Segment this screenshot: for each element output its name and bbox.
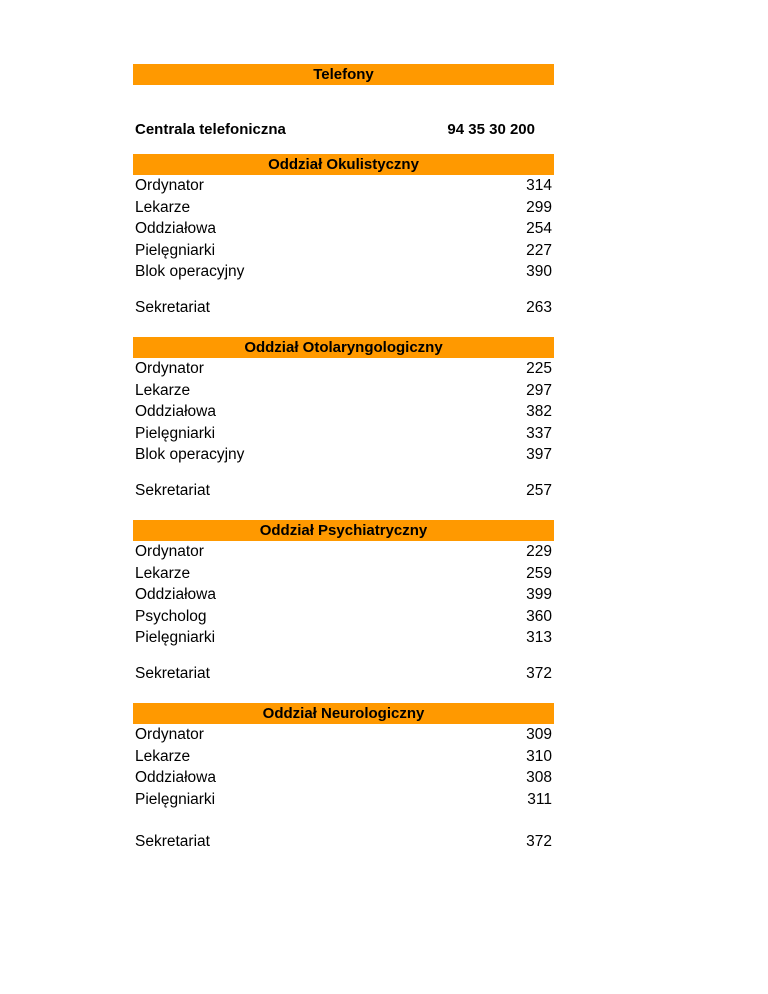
row-label: Lekarze [135, 198, 191, 216]
row-label: Blok operacyjny [135, 446, 245, 463]
row-label: Blok operacyjny [135, 263, 245, 280]
table-row [133, 563, 554, 585]
row-ext: 259 [526, 564, 552, 582]
row-ext: 399 [526, 586, 552, 603]
row-ext: 390 [526, 263, 552, 280]
row-ext: 308 [526, 769, 552, 786]
section-header: Oddział Otolaryngologiczny [133, 337, 554, 358]
row-ext: 309 [526, 726, 552, 743]
row-ext: 227 [526, 241, 552, 259]
table-row [133, 197, 554, 219]
row-ext: 254 [526, 220, 552, 237]
row-ext: 372 [526, 833, 552, 850]
secretariat-row [133, 831, 554, 853]
secretariat-row [133, 663, 554, 685]
row-label: Pielęgniarki [135, 424, 216, 442]
table-row [133, 240, 554, 262]
table-row [133, 423, 554, 445]
row-ext: 257 [526, 481, 552, 499]
row-label: Ordynator [135, 543, 204, 560]
row-ext: 360 [526, 607, 552, 625]
section-header: Oddział Psychiatryczny [133, 520, 554, 541]
row-ext: 313 [526, 629, 552, 646]
secretariat-row [133, 297, 554, 319]
row-label: Pielęgniarki [135, 790, 216, 808]
section-psychiatryczny [133, 520, 554, 684]
central-label: Centrala telefoniczna [135, 121, 286, 138]
row-ext: 229 [526, 543, 552, 560]
row-ext: 225 [526, 360, 552, 377]
row-ext: 372 [526, 664, 552, 682]
row-label: Sekretariat [135, 481, 210, 499]
row-label: Psycholog [135, 607, 207, 625]
page-title: Telefony [133, 64, 554, 85]
table-row [133, 218, 554, 240]
row-label: Oddziałowa [135, 403, 216, 420]
table-row [133, 175, 554, 197]
central-number: 94 35 30 200 [447, 121, 535, 138]
row-ext: 310 [526, 747, 552, 765]
row-label: Lekarze [135, 381, 191, 399]
phone-directory [133, 64, 554, 853]
row-label: Oddziałowa [135, 769, 216, 786]
row-label: Sekretariat [135, 664, 210, 682]
secretariat-row [133, 480, 554, 502]
row-label: Oddziałowa [135, 586, 216, 603]
row-ext: 263 [526, 298, 552, 316]
row-ext: 397 [526, 446, 552, 463]
table-row [133, 767, 554, 789]
row-label: Ordynator [135, 177, 204, 194]
table-row [133, 746, 554, 768]
table-row [133, 606, 554, 628]
table-row [133, 724, 554, 746]
table-row [133, 358, 554, 380]
section-header: Oddział Neurologiczny [133, 703, 554, 724]
row-label: Lekarze [135, 564, 191, 582]
row-ext: 311 [527, 790, 552, 808]
table-row [133, 789, 554, 811]
table-row [133, 261, 554, 283]
row-label: Ordynator [135, 360, 204, 377]
row-label: Pielęgniarki [135, 629, 216, 646]
section-okulistyczny [133, 154, 554, 318]
table-row [133, 541, 554, 563]
table-row [133, 401, 554, 423]
section-header: Oddział Okulistyczny [133, 154, 554, 175]
row-label: Ordynator [135, 726, 204, 743]
row-label: Pielęgniarki [135, 241, 216, 259]
row-ext: 382 [526, 403, 552, 420]
central-row [133, 119, 554, 140]
table-row [133, 380, 554, 402]
row-ext: 297 [526, 381, 552, 399]
row-label: Oddziałowa [135, 220, 216, 237]
table-row [133, 444, 554, 466]
row-label: Lekarze [135, 747, 191, 765]
section-neurologiczny [133, 703, 554, 853]
row-ext: 299 [526, 198, 552, 216]
table-row [133, 627, 554, 649]
section-otolaryngologiczny [133, 337, 554, 501]
row-label: Sekretariat [135, 833, 210, 850]
row-label: Sekretariat [135, 298, 210, 316]
row-ext: 314 [526, 177, 552, 194]
table-row [133, 584, 554, 606]
row-ext: 337 [526, 424, 552, 442]
